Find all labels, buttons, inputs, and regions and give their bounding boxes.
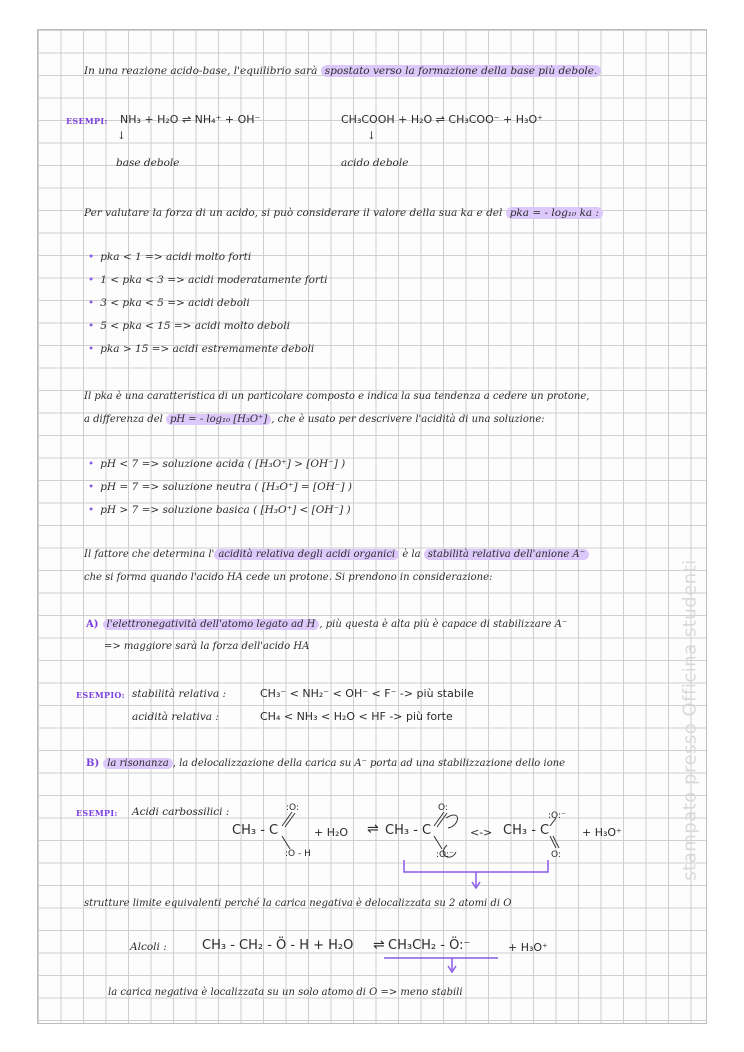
pka-item-text: pka < 1 => acidi molto forti — [100, 251, 252, 263]
elettronegativita-highlight: l'elettronegatività dell'atomo legato ad H — [103, 619, 320, 630]
bullet-icon: • — [88, 458, 95, 470]
pka-desc-line1: Il pka è una caratteristica di un particolare composto e indica la sua tendenza a cedere un protone, — [84, 391, 590, 402]
pka-desc-pre: a differenza del — [84, 414, 163, 425]
down-arrow-1: ↓ — [117, 130, 126, 142]
watermark: stampato presso Officina studenti — [679, 559, 701, 881]
bullet-icon: • — [88, 504, 95, 516]
alcohol-equilibrium-arrow-icon: ⇌ — [373, 937, 385, 953]
esempio-label: ESEMPIO: — [76, 690, 125, 700]
ph-item-text: pH < 7 => soluzione acida ( [H₃O⁺] > [OH⁻] ) — [100, 458, 346, 470]
alcohol-plus-hydronium: + H₃O⁺ — [508, 941, 548, 954]
carboxylate-1-neg-oxygen: :O:⁻ — [436, 850, 454, 860]
plus-water: + H₂O — [314, 826, 349, 839]
base-debole-note: base debole — [116, 157, 180, 169]
carboxylate-form-1: CH₃ - C — [385, 823, 432, 838]
bullet-icon: • — [88, 297, 95, 309]
pka-item-text: 1 < pka < 3 => acidi moderatamente forti — [100, 274, 328, 286]
acidita-label: acidità relativa : — [132, 711, 219, 723]
ethoxide-ion: CH₃CH₂ - Ö:⁻ — [388, 938, 471, 953]
carboxylate-1-dbl-oxygen: O: — [438, 803, 448, 813]
acid-structure: CH₃ - C — [232, 823, 279, 838]
equilibrium-arrow-icon: ⇌ — [367, 821, 379, 837]
stabilita-series: CH₃⁻ < NH₂⁻ < OH⁻ < F⁻ -> più stabile — [260, 687, 474, 700]
section-a-rest: , più questa è alta più è capace di stabilizzare A⁻ — [319, 619, 568, 630]
pka-desc-post: , che è usato per descrivere l'acidità di una soluzione: — [271, 414, 545, 425]
acido-debole-note: acido debole — [341, 157, 409, 169]
section-a-line2: => maggiore sarà la forza dell'acido HA — [104, 641, 310, 652]
acid-hydroxyl: :O - H — [285, 849, 311, 859]
fattore-line2: che si forma quando l'acido HA cede un protone. Si prendono in considerazione: — [84, 572, 493, 583]
plus-hydronium: + H₃O⁺ — [582, 826, 622, 839]
section-a-letter: A) — [86, 619, 99, 630]
risonanza-highlight: la risonanza — [103, 758, 173, 769]
equation-ammonia: NH₃ + H₂O ⇌ NH₄⁺ + OH⁻ — [120, 113, 261, 126]
bullet-icon: • — [88, 320, 95, 332]
pka-formula-highlight: pka = - log₁₀ ka : — [506, 207, 603, 219]
alcoli-label: Alcoli : — [130, 941, 167, 953]
fattore-pre: Il fattore che determina l' — [84, 549, 215, 560]
down-arrow-2: ↓ — [367, 130, 376, 142]
pka-item-text: pka > 15 => acidi estremamente deboli — [100, 343, 315, 355]
carboxylate-2-neg-oxygen: :O:⁻ — [548, 811, 566, 821]
acid-carbonyl-oxygen: :O: — [286, 803, 299, 813]
pka-item-text: 5 < pka < 15 => acidi molto deboli — [100, 320, 290, 332]
strutture-limite-text: strutture limite equivalenti perché la carica negativa è delocalizzata su 2 atomi di O — [84, 898, 512, 909]
acidita-relativa-highlight: acidità relativa degli acidi organici — [214, 549, 399, 560]
intro-text: In una reazione acido-base, l'equilibrio sarà — [84, 65, 321, 77]
acidi-carbossilici-title: Acidi carbossilici : — [132, 806, 230, 818]
esempi-label-1: ESEMPI: — [66, 116, 108, 126]
forza-text: Per valutare la forza di un acido, si può considerare il valore della sua ka e del — [84, 207, 503, 219]
bullet-icon: • — [88, 274, 95, 286]
ph-item-text: pH > 7 => soluzione basica ( [H₃O⁺] < [OH⁻] ) — [100, 504, 351, 516]
ph-item-text: pH = 7 => soluzione neutra ( [H₃O⁺] = [OH⁻] ) — [100, 481, 352, 493]
section-b-letter: B) — [86, 758, 100, 769]
carboxylate-form-2: CH₃ - C — [503, 823, 550, 838]
esempi-label-3: ESEMPI: — [76, 808, 118, 818]
stabilita-anione-highlight: stabilità relativa dell'anione A⁻ — [424, 549, 589, 560]
ethanol-equation-left: CH₃ - CH₂ - Ö - H + H₂O — [202, 938, 354, 953]
acidita-series: CH₄ < NH₃ < H₂O < HF -> più forte — [260, 710, 453, 723]
equation-acetic-acid: CH₃COOH + H₂O ⇌ CH₃COO⁻ + H₃O⁺ — [341, 113, 543, 126]
pka-item-text: 3 < pka < 5 => acidi deboli — [100, 297, 250, 309]
bullet-icon: • — [88, 251, 95, 263]
fattore-mid: è la — [399, 549, 424, 560]
carboxylate-2-dbl-oxygen: O: — [551, 850, 561, 860]
bullet-icon: • — [88, 343, 95, 355]
alcoli-conclusion: la carica negativa è localizzata su un solo atomo di O => meno stabili — [108, 987, 463, 998]
stabilita-label: stabilità relativa : — [132, 688, 226, 700]
bullet-icon: • — [88, 481, 95, 493]
intro-highlight: spostato verso la formazione della base più debole. — [321, 65, 602, 77]
section-b-rest: , la delocalizzazione della carica su A⁻ porta ad una stabilizzazione dello ione — [172, 758, 566, 769]
ph-formula-highlight: pH = - log₁₀ [H₃O⁺] — [166, 414, 271, 425]
resonance-arrow-icon: <-> — [470, 826, 493, 839]
